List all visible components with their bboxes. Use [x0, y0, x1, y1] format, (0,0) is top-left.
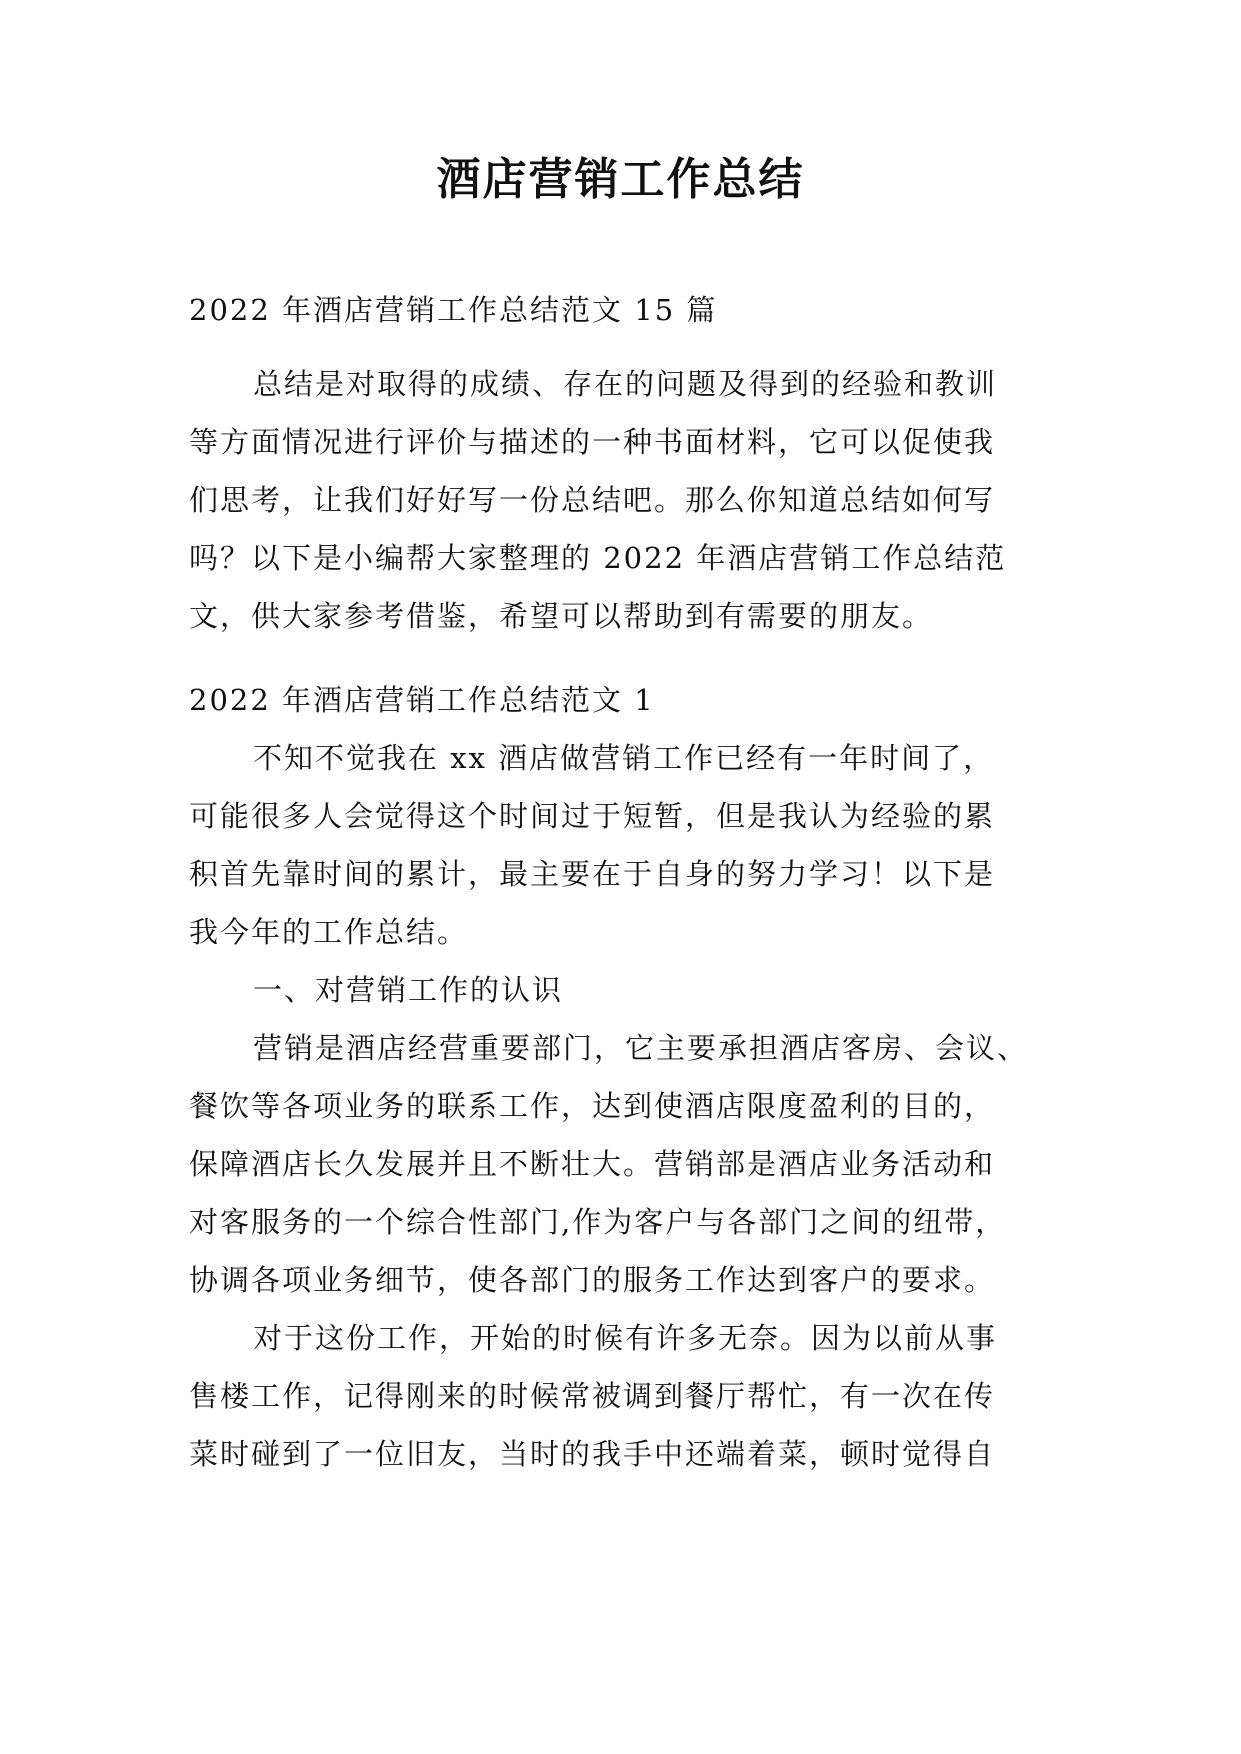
section-heading: 2022 年酒店营销工作总结范文 1 — [189, 683, 655, 717]
paragraph-line: 菜时碰到了一位旧友，当时的我手中还端着菜，顿时觉得自 — [189, 1437, 996, 1471]
paragraph-line: 对于这份工作，开始的时候有许多无奈。因为以前从事 — [253, 1321, 998, 1355]
paragraph-line: 保障酒店长久发展并且不断壮大。营销部是酒店业务活动和 — [189, 1147, 996, 1181]
paragraph-line: 可能很多人会觉得这个时间过于短暂，但是我认为经验的累 — [189, 799, 996, 833]
paragraph-line: 等方面情况进行评价与描述的一种书面材料，它可以促使我 — [189, 425, 996, 459]
paragraph-line: 售楼工作，记得刚来的时候常被调到餐厅帮忙，有一次在传 — [189, 1379, 996, 1413]
document-subtitle: 2022 年酒店营销工作总结范文 15 篇 — [189, 293, 718, 327]
paragraph-line: 吗？以下是小编帮大家整理的 2022 年酒店营销工作总结范 — [189, 541, 1007, 575]
paragraph-line: 餐饮等各项业务的联系工作，达到使酒店限度盈利的目的， — [189, 1089, 996, 1123]
paragraph-line: 总结是对取得的成绩、存在的问题及得到的经验和教训 — [253, 367, 998, 401]
section-heading-block — [189, 671, 1069, 729]
paragraph-line: 不知不觉我在 xx 酒店做营销工作已经有一年时间了， — [253, 741, 995, 775]
body-text — [189, 729, 1069, 1483]
document-title: 酒店营销工作总结 — [436, 154, 805, 205]
paragraph-line: 积首先靠时间的累计，最主要在于自身的努力学习！以下是 — [189, 857, 996, 891]
paragraph-line: 文，供大家参考借鉴，希望可以帮助到有需要的朋友。 — [189, 599, 934, 633]
subsection-heading: 一、对营销工作的认识 — [253, 973, 564, 1007]
paragraph-line: 我今年的工作总结。 — [189, 915, 469, 949]
intro-paragraph — [189, 355, 1069, 645]
paragraph-line: 营销是酒店经营重要部门，它主要承担酒店客房、会议、 — [253, 1031, 1029, 1065]
paragraph-line: 们思考，让我们好好写一份总结吧。那么你知道总结如何写 — [189, 483, 996, 517]
paragraph-line: 协调各项业务细节，使各部门的服务工作达到客户的要求。 — [189, 1263, 996, 1297]
paragraph-line: 对客服务的一个综合性部门,作为客户与各部门之间的纽带， — [189, 1205, 1007, 1239]
